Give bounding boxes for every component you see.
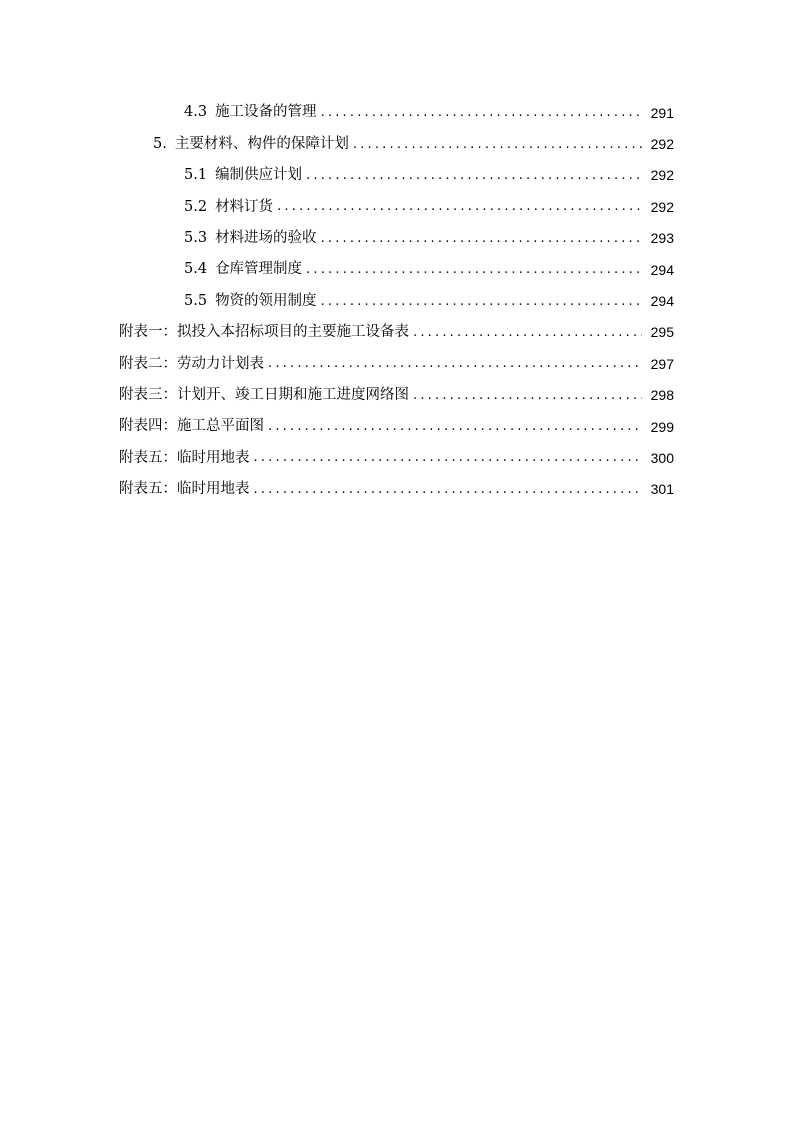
- toc-entry-text: 附表四：施工总平面图: [119, 418, 264, 435]
- dot-leader: [277, 200, 642, 213]
- toc-entry-title: [184, 200, 273, 215]
- dot-leader: [254, 451, 643, 464]
- toc-entry-number: 5.4: [184, 261, 208, 278]
- toc-page-number: 292: [650, 198, 674, 215]
- dot-leader: [353, 138, 642, 151]
- dot-leader: [268, 357, 642, 370]
- toc-entry-appendix-5[interactable]: [0, 442, 793, 473]
- toc-page-number: 291: [650, 104, 674, 121]
- dot-leader: [321, 295, 642, 308]
- toc-entry-title: [184, 294, 317, 309]
- toc-entry-title: [184, 105, 317, 120]
- toc-entry-title: [184, 262, 302, 277]
- toc-entry-appendix-5b[interactable]: [0, 474, 793, 505]
- toc-page-number: 294: [650, 293, 674, 310]
- toc-entry-appendix-3[interactable]: [0, 380, 793, 411]
- toc-entry-title: [119, 451, 250, 466]
- toc-entry-title: [184, 168, 302, 183]
- table-of-contents: [0, 97, 793, 505]
- toc-entry-number: 5.3: [184, 230, 208, 246]
- toc-page-number: 300: [650, 449, 674, 466]
- dot-leader: [268, 420, 642, 433]
- toc-entry-title: [119, 388, 409, 403]
- toc-entry-appendix-2[interactable]: [0, 348, 793, 379]
- toc-entry-5-2[interactable]: [0, 191, 793, 222]
- toc-entry-title: [119, 325, 409, 340]
- toc-page-number: 298: [650, 387, 674, 404]
- toc-entry-text: 附表五：临时用地表: [119, 449, 250, 466]
- toc-entry-text: 附表三：计划开、竣工日期和施工进度网络图: [119, 386, 409, 403]
- dot-leader: [254, 483, 643, 496]
- toc-entry-number: 4.3: [184, 104, 208, 121]
- toc-entry-text: 附表五：临时用地表: [119, 481, 250, 498]
- toc-entry-5-4[interactable]: [0, 254, 793, 285]
- toc-page-number: 299: [650, 418, 674, 435]
- toc-entry-number: 5.1: [184, 167, 208, 184]
- toc-entry-5-3[interactable]: [0, 223, 793, 254]
- toc-entry-title: [119, 419, 264, 434]
- toc-entry-title: [119, 357, 264, 372]
- toc-page-number: 297: [650, 355, 674, 372]
- dot-leader: [413, 389, 642, 402]
- toc-entry-text: 附表二：劳动力计划表: [119, 355, 264, 372]
- toc-entry-number: 5.5: [184, 292, 208, 309]
- toc-entry-5-1[interactable]: [0, 160, 793, 191]
- toc-entry-number: 5.2: [184, 198, 208, 215]
- dot-leader: [413, 326, 642, 339]
- toc-page-number: 301: [650, 481, 674, 498]
- toc-entry-text: 材料订货: [215, 198, 274, 215]
- dot-leader: [306, 263, 642, 276]
- toc-entry-text: 主要材料、构件的保障计划: [174, 135, 349, 152]
- toc-entry-title: [184, 231, 317, 246]
- toc-entry-text: 施工设备的管理: [215, 104, 317, 121]
- toc-entry-4-3[interactable]: [0, 97, 793, 128]
- toc-page-number: 292: [650, 136, 674, 153]
- toc-entry-text: 材料进场的验收: [215, 230, 317, 246]
- dot-leader: [321, 232, 642, 245]
- toc-entry-number: 5.: [153, 135, 167, 152]
- dot-leader: [306, 169, 642, 182]
- toc-entry-text: 附表一：拟投入本招标项目的主要施工设备表: [119, 324, 409, 341]
- toc-entry-title: [153, 137, 349, 152]
- toc-entry-text: 编制供应计划: [215, 167, 303, 184]
- toc-page-number: 293: [650, 230, 674, 247]
- toc-page-number: 294: [650, 261, 674, 278]
- toc-entry-appendix-4[interactable]: [0, 411, 793, 442]
- toc-entry-5-5[interactable]: [0, 285, 793, 316]
- toc-entry-text: 物资的领用制度: [215, 292, 317, 309]
- toc-entry-title: [119, 482, 250, 497]
- toc-entry-text: 仓库管理制度: [215, 261, 303, 278]
- toc-page-number: 295: [650, 324, 674, 341]
- dot-leader: [321, 106, 642, 119]
- toc-entry-appendix-1[interactable]: [0, 317, 793, 348]
- toc-page-number: 292: [650, 167, 674, 184]
- toc-entry-5[interactable]: [0, 128, 793, 159]
